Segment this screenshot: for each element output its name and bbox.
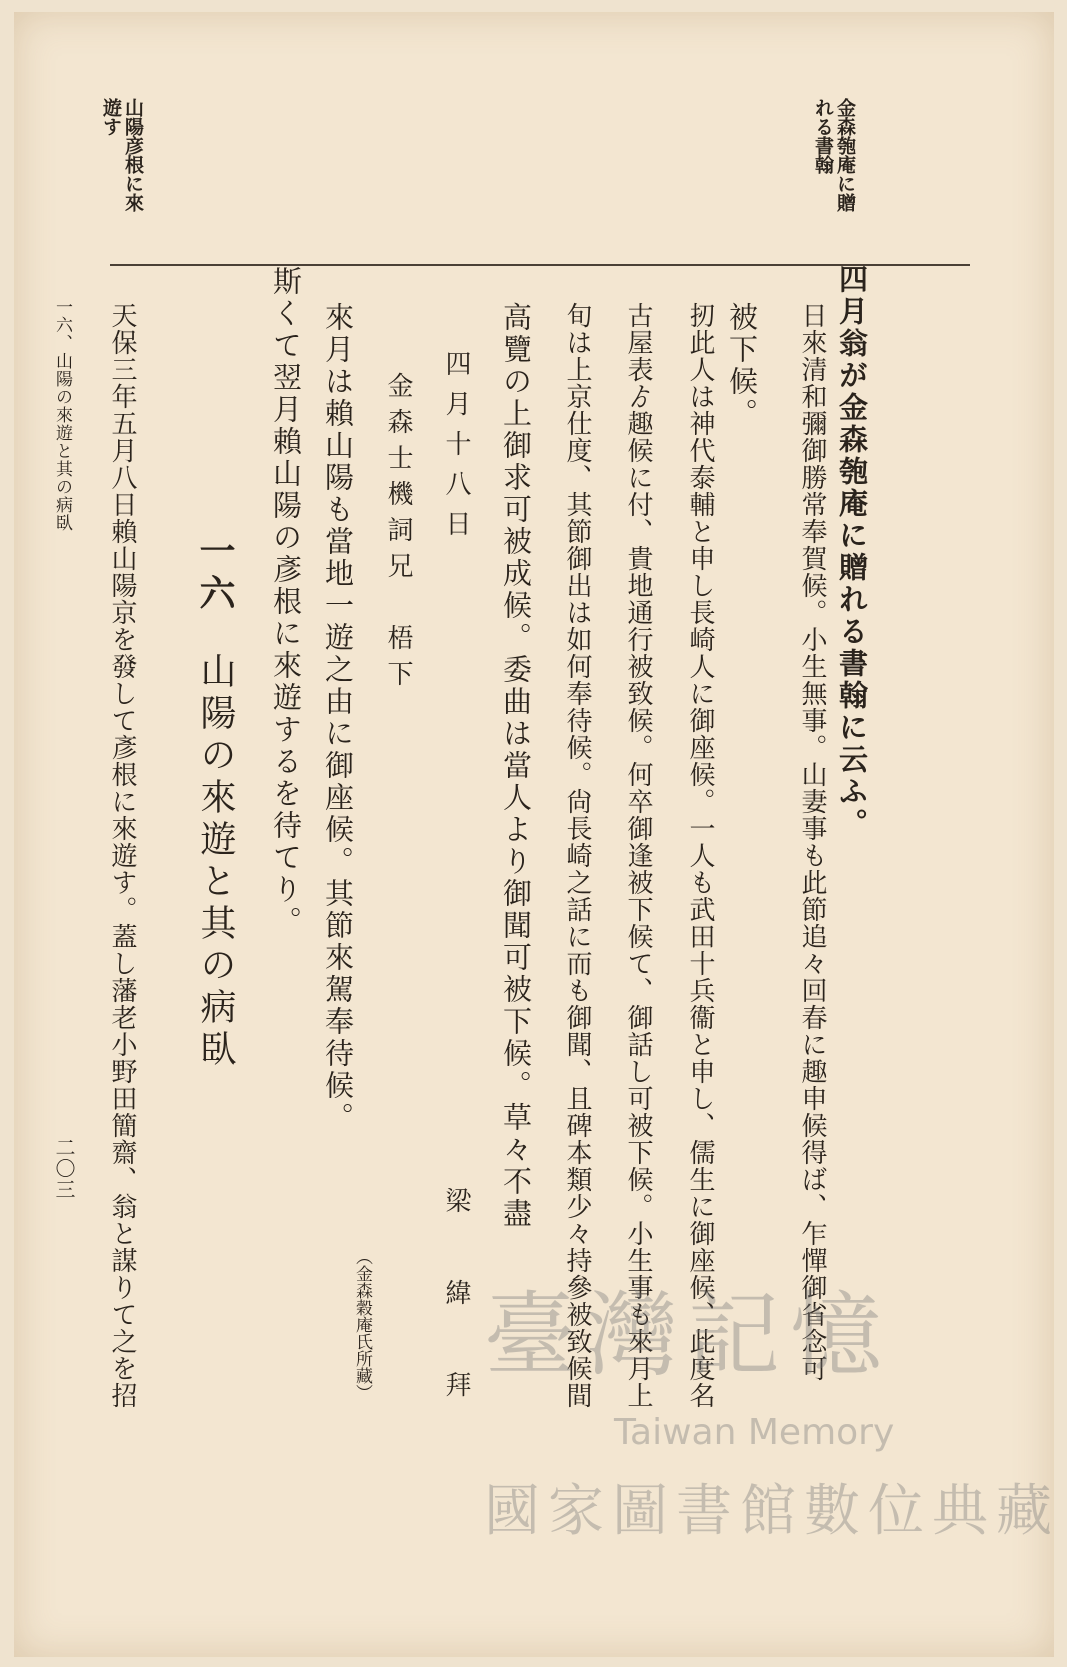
after-line-2: 斯くて翌月賴山陽の彥根に來遊するを待てり。: [269, 266, 303, 938]
margin-note-right-1: 金森匏庵に贈: [834, 98, 856, 212]
page-number: 二〇三: [52, 1137, 76, 1200]
section-title: 山陽の來遊と其の病臥: [195, 652, 236, 1072]
watermark-chinese-large: 臺灣記憶: [484, 1282, 893, 1389]
letter-line-4: 古屋表ゟ趣候に付、貴地通行被致候。何卒御逢被下候て、御話し可被下候。小生事も來月上: [623, 302, 653, 1409]
letter-date: 四月十八日: [441, 350, 471, 550]
margin-note-left-1: 山陽彦根に來: [122, 98, 144, 212]
source-note: （金森穀庵氏所藏）: [352, 1248, 372, 1401]
letter-line-1: 日來清和彌御勝常奉賀候。小生無事。山妻事も此節追々回春に趣申候得ば、乍憚御省念可: [797, 302, 827, 1382]
after-line-1: 來月は賴山陽も當地一遊之由に御座候。其節來駕奉待候。: [321, 302, 355, 1134]
running-title: 一六、山陽の來遊と其の病臥: [52, 298, 72, 532]
watermark-chinese-small: 國家圖書館數位典藏: [484, 1479, 1060, 1544]
margin-note-left-2: 遊す: [100, 98, 122, 136]
letter-line-2: 被下候。: [725, 302, 759, 430]
letter-line-5: 旬は上京仕度、其節御出は如何奉待候。尙長崎之話に而も御聞、且碑本類少々持參被致候間: [562, 302, 592, 1409]
letter-addressee: 金森士機詞兄 梧下: [383, 372, 413, 696]
book-page: [14, 12, 1060, 1657]
letter-signature: 梁 緯 拜: [441, 1187, 471, 1417]
letter-intro: 四月翁が金森匏庵に贈れる書翰に云ふ。: [835, 264, 869, 840]
letter-line-6: 高覽の上御求可被成候。委曲は當人より御聞可被下候。草々不盡: [499, 302, 533, 1230]
letter-line-3: 扨此人は神代泰輔と申し長崎人に御座候。一人も武田十兵衞と申し、儒生に御座候、此度名: [685, 302, 715, 1409]
watermark-english: Taiwan Memory: [614, 1412, 895, 1453]
section-body-line: 天保三年五月八日賴山陽京を發して彥根に來遊す。蓋し藩老小野田簡齋、翁と謀りて之を招: [107, 302, 137, 1409]
section-number: 一六: [194, 532, 236, 616]
margin-note-right-2: れる書翰: [812, 98, 834, 174]
